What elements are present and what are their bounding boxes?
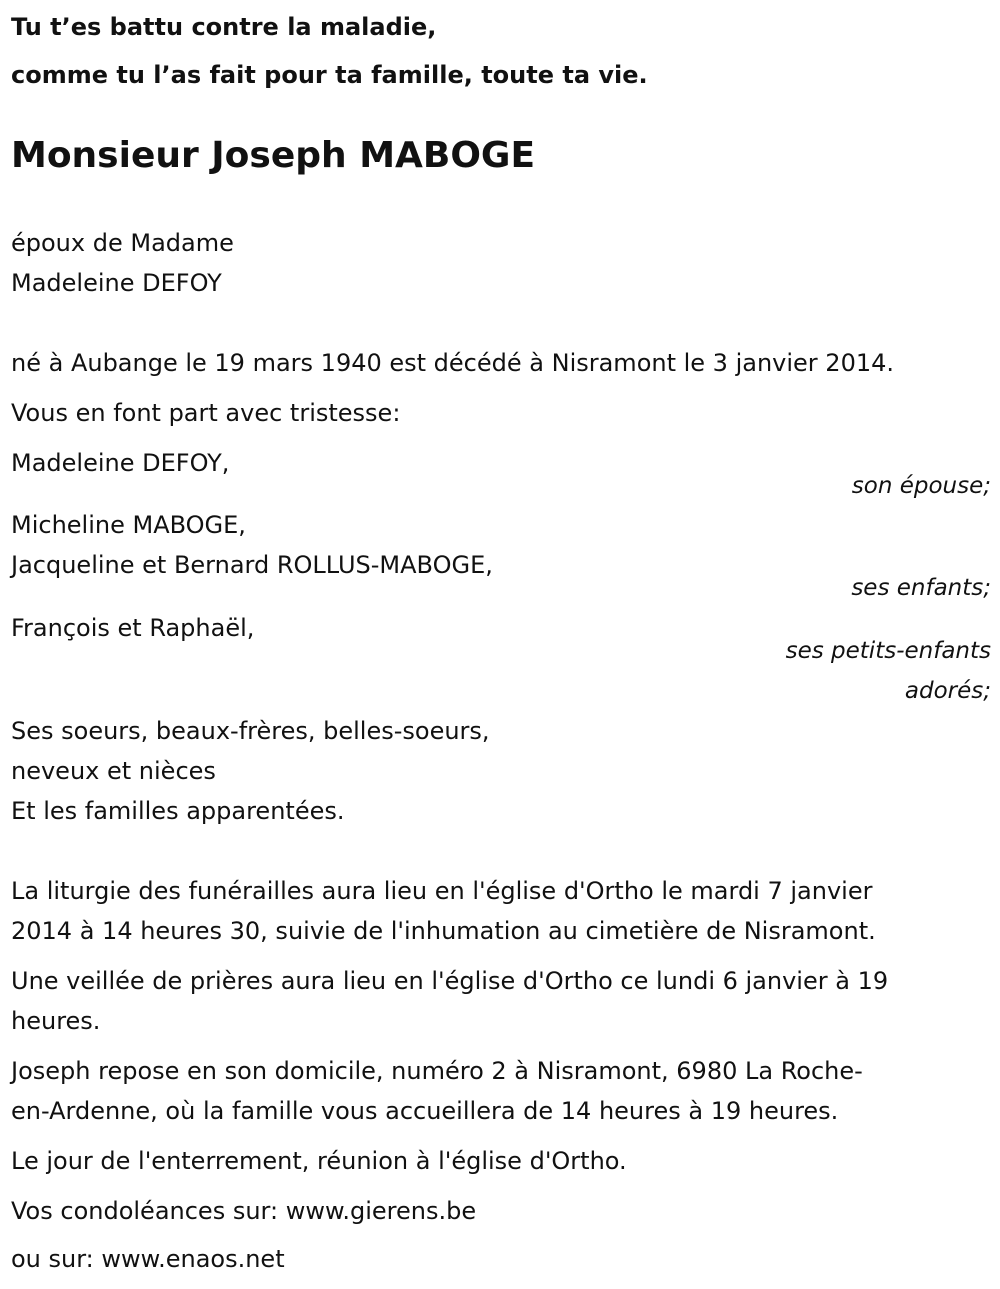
- family-others-3: Et les familles apparentées.: [11, 797, 345, 825]
- rest-line-1: Joseph repose en son domicile, numéro 2 à Nisramont, 6980 La Roche-: [11, 1057, 863, 1085]
- birth-death-info: né à Aubange le 19 mars 1940 est décédé à Nisramont le 3 janvier 2014.: [11, 349, 895, 377]
- family-children-role: ses enfants;: [851, 575, 991, 601]
- meeting-info: Le jour de l'enterrement, réunion à l'église d'Ortho.: [11, 1147, 627, 1175]
- rest-line-2: en-Ardenne, où la famille vous accueillera de 14 heures à 19 heures.: [11, 1097, 839, 1125]
- family-child-2: Jacqueline et Bernard ROLLUS-MABOGE,: [11, 551, 493, 579]
- announcement-intro: Vous en font part avec tristesse:: [11, 399, 401, 427]
- spouse-line-2: Madeleine DEFOY: [11, 269, 222, 297]
- family-others-2: neveux et nièces: [11, 757, 216, 785]
- condolences-link-1: Vos condoléances sur: www.gierens.be: [11, 1197, 477, 1225]
- family-grandchildren-role-1: ses petits-enfants: [785, 638, 991, 664]
- epigraph-line-2: comme tu l’as fait pour ta famille, toute ta vie.: [11, 61, 648, 89]
- family-spouse-name: Madeleine DEFOY,: [11, 449, 230, 477]
- vigil-line-2: heures.: [11, 1007, 101, 1035]
- family-grandchildren: François et Raphaël,: [11, 614, 255, 642]
- epigraph-line-1: Tu t’es battu contre la maladie,: [11, 13, 437, 41]
- funeral-line-1: La liturgie des funérailles aura lieu en l'église d'Ortho le mardi 7 janvier: [11, 877, 873, 905]
- vigil-line-1: Une veillée de prières aura lieu en l'église d'Ortho ce lundi 6 janvier à 19: [11, 967, 889, 995]
- family-grandchildren-role-2: adorés;: [904, 678, 991, 704]
- family-child-1: Micheline MABOGE,: [11, 511, 246, 539]
- spouse-line-1: époux de Madame: [11, 229, 234, 257]
- funeral-line-2: 2014 à 14 heures 30, suivie de l'inhumation au cimetière de Nisramont.: [11, 917, 876, 945]
- deceased-name: Monsieur Joseph MABOGE: [11, 135, 536, 176]
- family-spouse-role: son épouse;: [851, 473, 991, 499]
- condolences-link-2: ou sur: www.enaos.net: [11, 1245, 285, 1273]
- family-others-1: Ses soeurs, beaux-frères, belles-soeurs,: [11, 717, 490, 745]
